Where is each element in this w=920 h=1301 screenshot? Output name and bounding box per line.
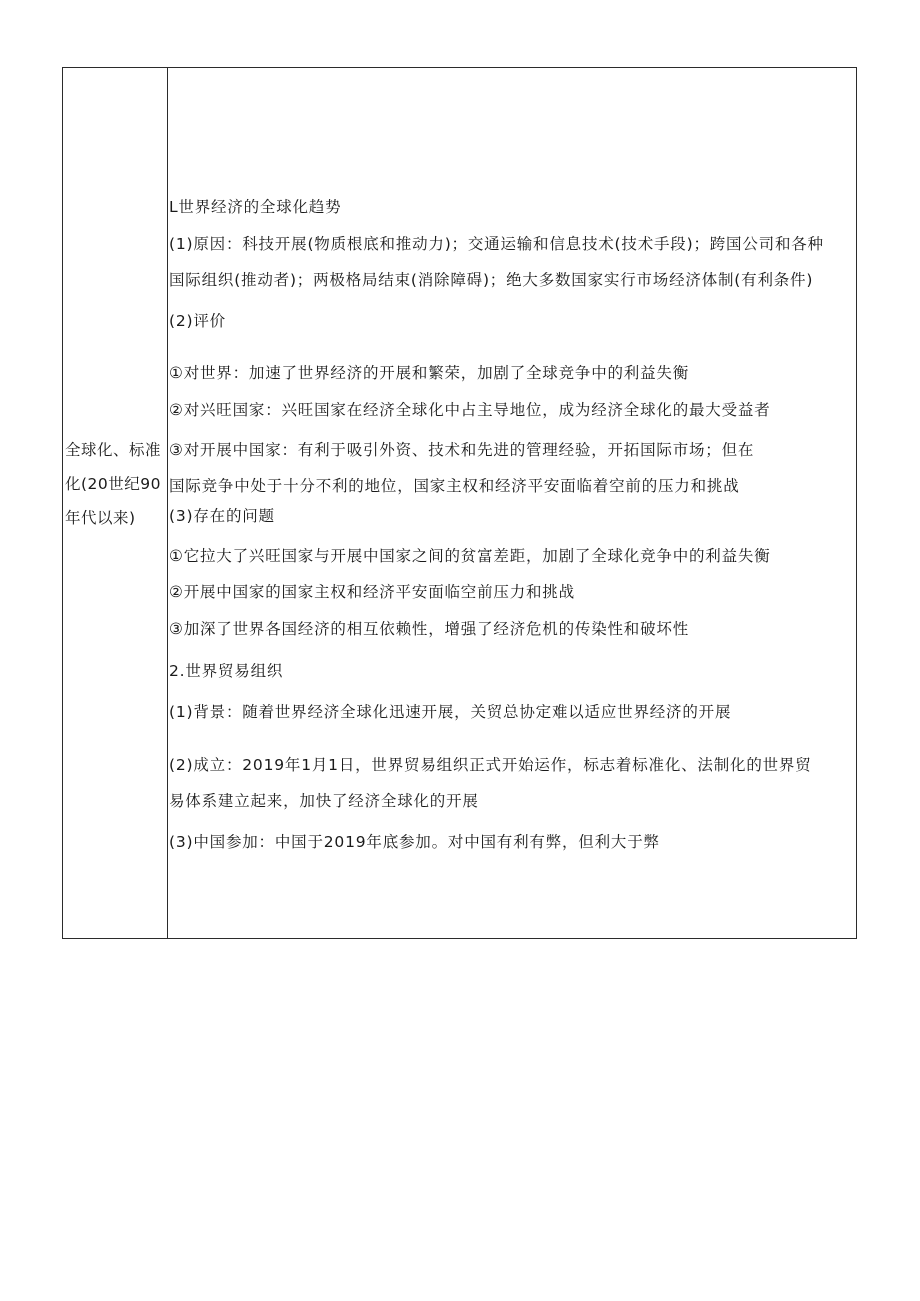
text-line: 国际组织(推动者)；两极格局结束(消除障碍)；绝大多数国家实行市场经济体制(有利条件) — [169, 271, 814, 289]
heading-wto: 2.世界贸易组织 — [169, 662, 284, 680]
column-divider — [167, 68, 168, 938]
text-line: 易体系建立起来，加快了经济全球化的开展 — [169, 792, 479, 810]
text-line: ③对开展中国家：有利于吸引外资、技术和先进的管理经验，开拓国际市场；但在 — [169, 441, 755, 459]
text-line: ①它拉大了兴旺国家与开展中国家之间的贫富差距，加剧了全球化竞争中的利益失衡 — [169, 547, 771, 565]
text-line: ②对兴旺国家：兴旺国家在经济全球化中占主导地位，成为经济全球化的最大受益者 — [169, 401, 771, 419]
text-line: 国际竞争中处于十分不利的地位，国家主权和经济平安面临着空前的压力和挑战 — [169, 477, 740, 495]
text-line: ②开展中国家的国家主权和经济平安面临空前压力和挑战 — [169, 583, 575, 601]
subheading-evaluation: (2)评价 — [169, 312, 226, 330]
text-line: (1)原因：科技开展(物质根底和推动力)；交通运输和信息技术(技术手段)；跨国公司和各种 — [169, 235, 824, 253]
text-line: ③加深了世界各国经济的相互依赖性，增强了经济危机的传染性和破坏性 — [169, 620, 689, 638]
text-line: (2)成立：2019年1月1日，世界贸易组织正式开始运作，标志着标准化、法制化的世界贸 — [169, 756, 812, 774]
period-label-cell: 全球化、标准化(20世纪90年代以来) — [65, 441, 162, 527]
text-line: (3)中国参加：中国于2019年底参加。对中国有利有弊，但利大于弊 — [169, 833, 660, 851]
content-cell — [169, 68, 857, 938]
heading-globalization-trend: L世界经济的全球化趋势 — [169, 198, 342, 216]
content-table — [62, 67, 857, 939]
subheading-problems: (3)存在的问题 — [169, 507, 275, 525]
text-line: ①对世界：加速了世界经济的开展和繁荣，加剧了全球竞争中的利益失衡 — [169, 364, 689, 382]
text-line: (1)背景：随着世界经济全球化迅速开展，关贸总协定难以适应世界经济的开展 — [169, 703, 732, 721]
